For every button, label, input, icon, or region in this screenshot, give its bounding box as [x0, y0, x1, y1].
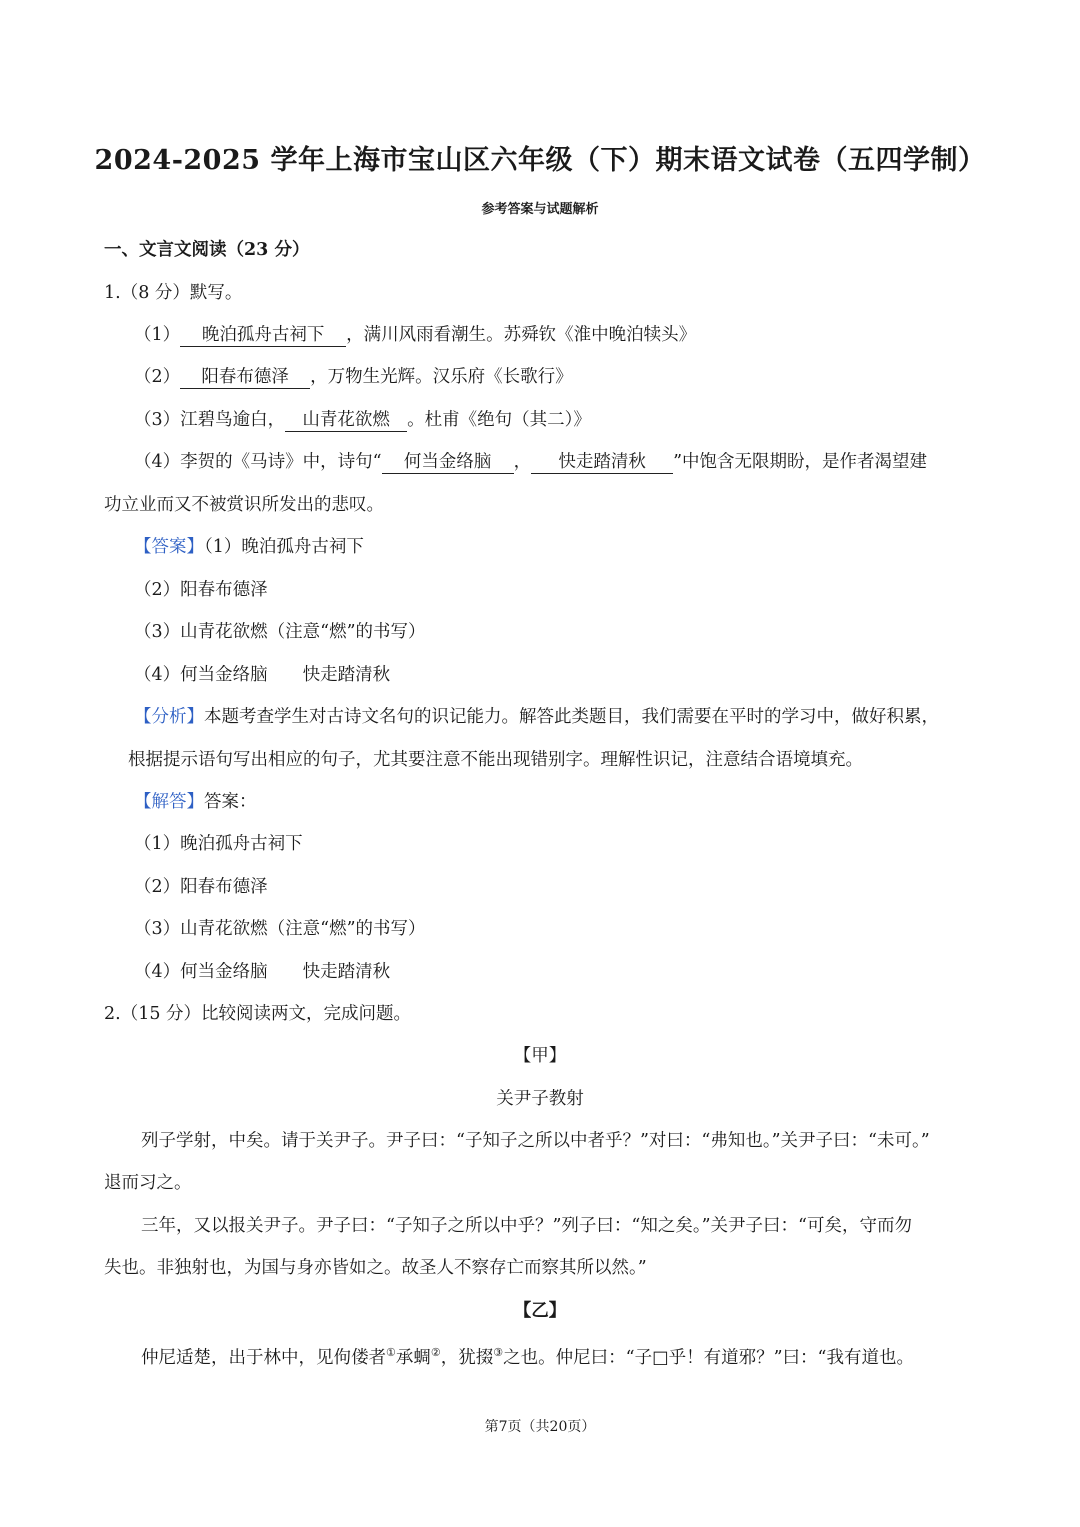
q1-solution-line: （2）阳春布德泽 — [134, 877, 268, 897]
passage-jia-label: 【甲】 — [513, 1046, 567, 1066]
q1-answer-line: （2）阳春布德泽 — [134, 580, 268, 600]
q1-item-4-blank-1: 何当金络脑 — [382, 451, 514, 474]
q1-solution-line: （4）何当金络脑 快走踏清秋 — [134, 962, 391, 982]
q1-item-2: （2） 阳春布德泽 ，万物生光辉。汉乐府《长歌行》 — [134, 367, 573, 387]
q1-item-2-blank: 阳春布德泽 — [180, 366, 310, 389]
q1-item-3-blank: 山青花欲燃 — [285, 409, 407, 432]
q1-solution: 【解答】答案： — [134, 792, 257, 812]
passage-jia-paragraph: 失也。非独射也，为国与身亦皆如之。故圣人不察存亡而察其所以然。” — [104, 1258, 647, 1278]
q1-item-1-blank: 晚泊孤舟古祠下 — [180, 324, 346, 347]
answer-tag: 【答案】 — [134, 537, 204, 557]
footnote-marker: ② — [430, 1346, 441, 1359]
passage-jia-paragraph: 列子学射，中矣。请于关尹子。尹子曰：“子知子之所以中者乎？”对曰：“弗知也。”关尹子曰：“未可。” — [141, 1131, 930, 1151]
q1-item-1: （1） 晚泊孤舟古祠下 ，满川风雨看潮生。苏舜钦《淮中晚泊犊头》 — [134, 325, 697, 345]
q1-answer-line: （3）山青花欲燃（注意“燃”的书写） — [134, 622, 426, 642]
footnote-marker: ③ — [493, 1346, 504, 1359]
footnote-marker: ① — [386, 1346, 396, 1359]
q1-solution-line: （3）山青花欲燃（注意“燃”的书写） — [134, 919, 426, 939]
q1-solution-line: （1）晚泊孤舟古祠下 — [134, 834, 303, 854]
page-subtitle: 参考答案与试题解析 — [481, 202, 599, 217]
passage-jia-title: 关尹子教射 — [496, 1089, 584, 1109]
q1-item-4-blank-2: 快走踏清秋 — [531, 451, 673, 474]
q1-answer: 【答案】（1）晚泊孤舟古祠下 — [134, 537, 364, 557]
question-1-stem: 1.（8 分）默写。 — [104, 283, 243, 303]
question-2-stem: 2.（15 分）比较阅读两文，完成问题。 — [104, 1004, 412, 1024]
q1-item-4: （4）李贺的《马诗》中，诗句“ 何当金络脑 ， 快走踏清秋 ”中饱含无限期盼，是作者渴望建 — [134, 452, 928, 472]
analysis-tag: 【分析】 — [134, 707, 204, 727]
passage-yi-label: 【乙】 — [513, 1301, 567, 1321]
solution-tag: 【解答】 — [134, 792, 204, 812]
passage-jia-paragraph: 三年，又以报关尹子。尹子曰：“子知子之所以中乎？”列子曰：“知之矣。”关尹子曰：“可矣，守而勿 — [141, 1216, 912, 1236]
passage-yi-paragraph: 仲尼适楚，出于林中，见佝偻者①承蜩②，犹掇③之也。仲尼曰：“子□乎！有道邪？”曰：“我有道也。 — [141, 1346, 914, 1368]
q1-item-3: （3）江碧鸟逾白， 山青花欲燃 。杜甫《绝句（其二）》 — [134, 410, 591, 430]
q1-item-4-cont: 功立业而又不被赏识所发出的悲叹。 — [104, 495, 384, 515]
q1-analysis: 【分析】本题考查学生对古诗文名句的识记能力。解答此类题目，我们需要在平时的学习中，做好积累， — [134, 707, 939, 727]
q1-answer-line: （4）何当金络脑 快走踏清秋 — [134, 665, 391, 685]
passage-jia-paragraph: 退而习之。 — [104, 1173, 192, 1193]
page-number: 第7页（共20页） — [484, 1419, 596, 1435]
page-title: 2024-2025 学年上海市宝山区六年级（下）期末语文试卷（五四学制） — [94, 145, 986, 176]
section-heading: 一、文言文阅读（23 分） — [104, 240, 310, 260]
q1-analysis-line: 根据提示语句写出相应的句子，尤其要注意不能出现错别字。理解性识记，注意结合语境填充。 — [128, 750, 863, 770]
